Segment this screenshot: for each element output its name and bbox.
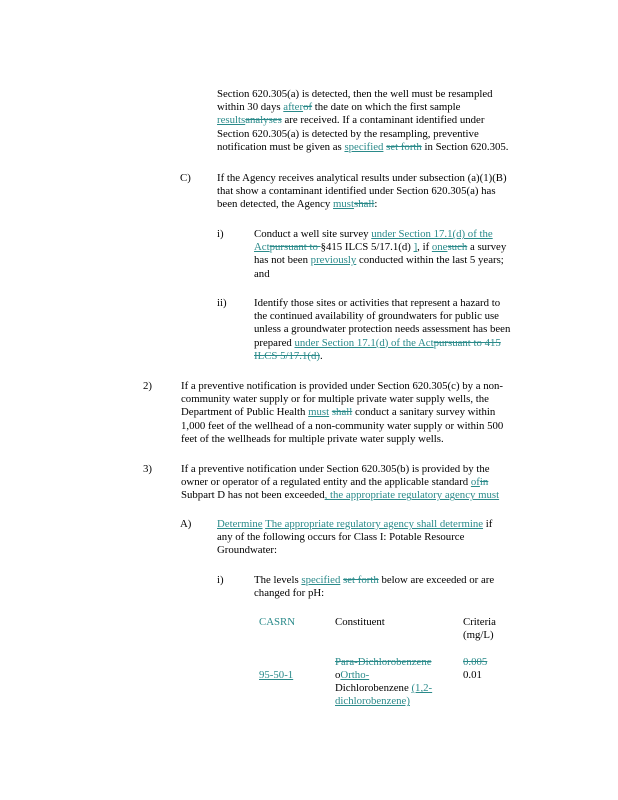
text-line: within 30 days afterof the date on which the first sample [217,101,461,114]
table-cell-constituent: oOrtho- Dichlorobenzene (1,2- dichlorobenzene) [335,669,433,708]
text-line: prepared under Section 17.1(d) of the Actpursuant to 415 [254,336,501,349]
text-line: 1,000 feet of the wellhead of a non-community water supply or within 500 [181,419,504,432]
item-label-ci: i) [217,228,224,240]
text-line: that show a contaminant identified under Section 620.305(a) has [217,185,496,198]
table-header-constituent: Constituent [335,616,385,628]
table-header-casrn: CASRN [259,616,296,628]
table-cell-casrn: 95-50-1 [259,669,294,681]
text-line: community water supply or for multiple private water supply wells, the [181,393,489,406]
section-label-2: 2) [143,380,152,392]
text-line: Groundwater: [217,544,277,557]
table-cell-criteria: 0.01 [463,669,482,681]
text-line: notification must be given as specified set forth in Section 620.305. [217,140,509,153]
text-line: Conduct a well site survey under Section 17.1(d) of the [254,228,493,240]
item-cii-text [254,297,554,363]
text-line: Determine The appropriate regulatory agency shall determine if [217,518,493,530]
text-line: Subpart D has not been exceeded, the appropriate regulatory agency must [181,489,500,502]
section-label-3: 3) [143,463,152,475]
text-line: been detected, the Agency mustshall: [217,198,378,211]
table-header-criteria: Criteria (mg/L) [463,616,496,642]
subsection-label-a: A) [180,518,192,530]
text-line: and [254,267,270,280]
text-line: has not been previously conducted within the last 5 years; [254,254,504,267]
item-ai-text [254,574,554,600]
text-line: changed for pH: [254,587,325,600]
item-label-ai: i) [217,574,224,586]
text-line: Department of Public Health must shall conduct a sanitary survey within [181,406,496,419]
text-line: If the Agency receives analytical results under subsection (a)(1)(B) [217,172,507,184]
text-line: owner or operator of a regulated entity and the applicable standard ofin [181,476,489,489]
text-line: Section 620.305(a) is detected, then the well must be resampled [217,88,493,100]
item-ci-text [254,228,554,281]
paragraph-continuation [217,88,557,154]
text-line: Section 620.305(a) is detected by the resampling, preventive [217,127,479,140]
text-line: If a preventive notification is provided under Section 620.305(c) by a non- [181,380,504,392]
text-line: unless a groundwater protection needs assessment has been [254,323,511,336]
text-line: feet of the wellheads for multiple private water supply wells. [181,432,444,445]
text-line: The levels specified set forth below are exceeded or are [254,574,495,586]
subsection-c-text [217,172,557,212]
subsection-a-text [217,518,557,558]
table-row-deleted-value: 0.005 [463,656,488,668]
item-label-cii: ii) [217,297,227,309]
subsection-label-c: C) [180,172,191,184]
text-line: If a preventive notification under Section 620.305(b) is provided by the [181,463,490,475]
text-line: the continued availability of groundwaters for public use [254,310,499,323]
text-line: resultsanalyses are received. If a contaminant identified under [217,114,485,127]
section-3-text [181,463,561,503]
text-line: any of the following occurs for Class I: Potable Resource [217,531,465,544]
text-line: ILCS 5/17.1(d). [254,349,323,362]
table-row-deleted-name: Para-Dichlorobenzene [335,656,432,668]
text-line: Actpursuant to §415 ILCS 5/17.1(d) ], if onesuch a survey [254,241,507,254]
text-line: Identify those sites or activities that represent a hazard to [254,297,501,309]
section-2-text [181,380,561,446]
